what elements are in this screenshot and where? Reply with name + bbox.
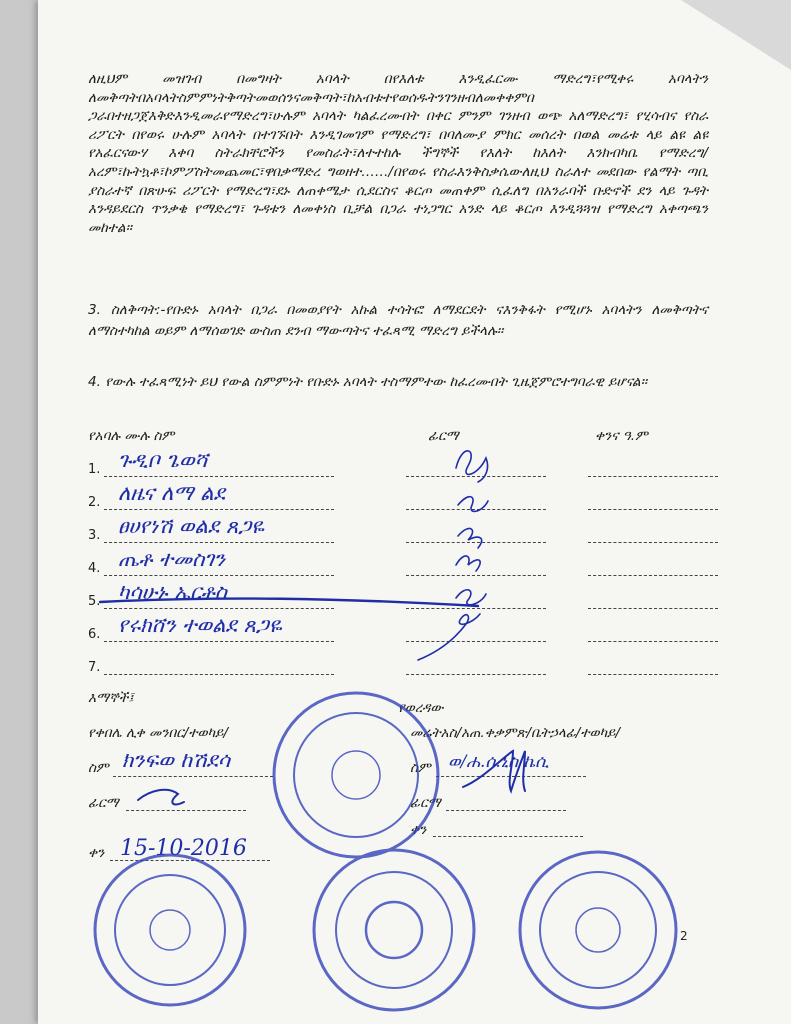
signature-1 [456,451,488,482]
column-header-signature: ፊርማ [428,428,459,444]
paragraph-duties: ለዚህም መዝገብ በመግዛት አባላት በየእለቱ እንዲፈርሙ ማድረግ፣የሚቀሩ አባላትን ለመቅጣትበአባላትስምምነትቅጣትመወሰንናመቅጣት፣ከአብቱተየወሰዱትንገንዘብለመቀቀምበ ጋራበተዘጋጀእቅድእንዲመራየማድረግ፣ሁሉም አባላት ካልፈረሙበት በቀር ምንም ገንዘብ ወጭ አለማድረግ፣ የሂሳብና የስራ ሪፖርት በየወሩ ሁሉም አባላት በተገኙበት እንዲገመገም የማድረግ፣ በባለሙያ ምክር መሰረት በወል መሬቱ ላይ ልዩ ልዩ የአፈርናውሃ እቀባ ስትራክቸሮችን የመስራት፣ለተተከሉ ችግኞች የእለት ከእለት እንክብካቤ የማድረግ/አረም፣ኩትኳቶ፣ኮምፖስትመጨመር፣ዋበቃማድረ ግወዘተ……/በየወሩ የስራእንቅስቃሴውለዚህ ስራለተ መደበው የልማት ጣቢ ያስራተኛ በጽሁፍ ሪፖርት የማድረግ፣ደኑ ለጠቀሜታ ሲደርስና ቆርጦ መጠቀም ሲፈለግ በአንራባች ቡድኖች ደን ላይ ጉዳት እንዳይደርስ ጥንቃቄ የማድረግ፣ ጉዳቱን ለመቀነስ ቢቻል በጋራ ተነጋግር አንድ ላይ ቆርጦ እንዲጓጓዝ የማድረግ አቀጣጫን መከተል፡፡ [88,71,708,236]
ink-overlay [38,0,791,1024]
woreda-heading: የወረዳው [398,700,444,716]
column-header-name: የአባሉ ሙሉ ስም [88,428,175,444]
land-office-label: መሬትአስ/አጠ.ቀቃምጽ/ቤትኃላፊ/ተወካይ/ [410,725,620,741]
row-number: 1. [88,462,101,477]
signature-6 [418,614,480,660]
left-handwritten-name: ክንፍወ ከሽደሳ [122,748,231,772]
seal-bottom-left [95,855,245,1005]
right-signature-label: ፊርማ [410,795,441,811]
row-number: 2. [88,495,101,510]
witnesses-heading: እማኞች፤ [88,690,134,706]
page-number: 2 [680,929,688,943]
kebele-signature [138,790,184,805]
row-number: 5. [88,594,101,609]
right-date-label: ቀን [410,822,427,838]
woreda-signature [463,751,525,791]
document-page [38,0,791,1024]
right-handwritten-name: ወ/ሐ.ሰ.ኒስ ኬሲ [448,752,549,772]
handwritten-name: ፀሀየነሽ ወልደ ጸጋዬ [118,514,264,538]
paragraph-effectiveness: 4. የውሉ ተፈጻሚነት ይህ የውል ስምምነት የቡድኑ አባላት ተስማምተው ከፈረሙበት ጊዜጀምሮተግባራዊ ይሆናል፡፡ [88,374,648,390]
left-name-label: ስም [88,760,109,776]
paragraph-penalty: 3. ስለቅጣት:-የቡድኑ አባላት በጋራ በመወያየት አኩል ተሳትፎ ለማደርደት ናእንቅፋት የሚሆኑ አባላትን ለመቅጣትና ለማስተካከል ወይም ለማሰወገድ ውስጠ ደንብ ማውጣትና ተፈጻሚ ማድረግ ይችላሉ፡፡ [88,302,708,339]
strike-line [100,599,478,606]
row-number: 6. [88,627,101,642]
handwritten-name: ለዜና ለማ ልደ [118,481,225,505]
row-number: 4. [88,561,101,576]
handwritten-name: ጤቶ ተመስገን [118,547,225,571]
seal-bottom-right [520,852,676,1008]
handwritten-name: ካሳሁኑ ኤርቶስ [118,580,227,604]
row-number: 3. [88,528,101,543]
official-seals [95,693,676,1010]
right-name-label: ስም [410,760,431,776]
seal-bottom-center [314,850,474,1010]
kebele-chair-label: የቀበሌ ሊቀ መንበር/ተወካይ/ [88,725,228,741]
handwritten-name: የሩክሸን ተወልደ ጸጋዬ [118,613,282,637]
signature-2 [458,497,488,512]
left-date-label: ቀን [88,845,105,861]
member-signatures [100,451,525,805]
seal-top [274,693,438,857]
left-handwritten-date: 15-10-2016 [120,836,247,861]
handwritten-name: ጉዲቦ ጌወሻ [118,448,208,472]
signature-3 [458,528,482,548]
row-number: 7. [88,660,101,675]
signature-5 [456,590,486,605]
column-header-date: ቀንና ዓ.ም [595,428,648,444]
left-signature-label: ፊርማ [88,795,119,811]
signature-4 [456,556,480,571]
